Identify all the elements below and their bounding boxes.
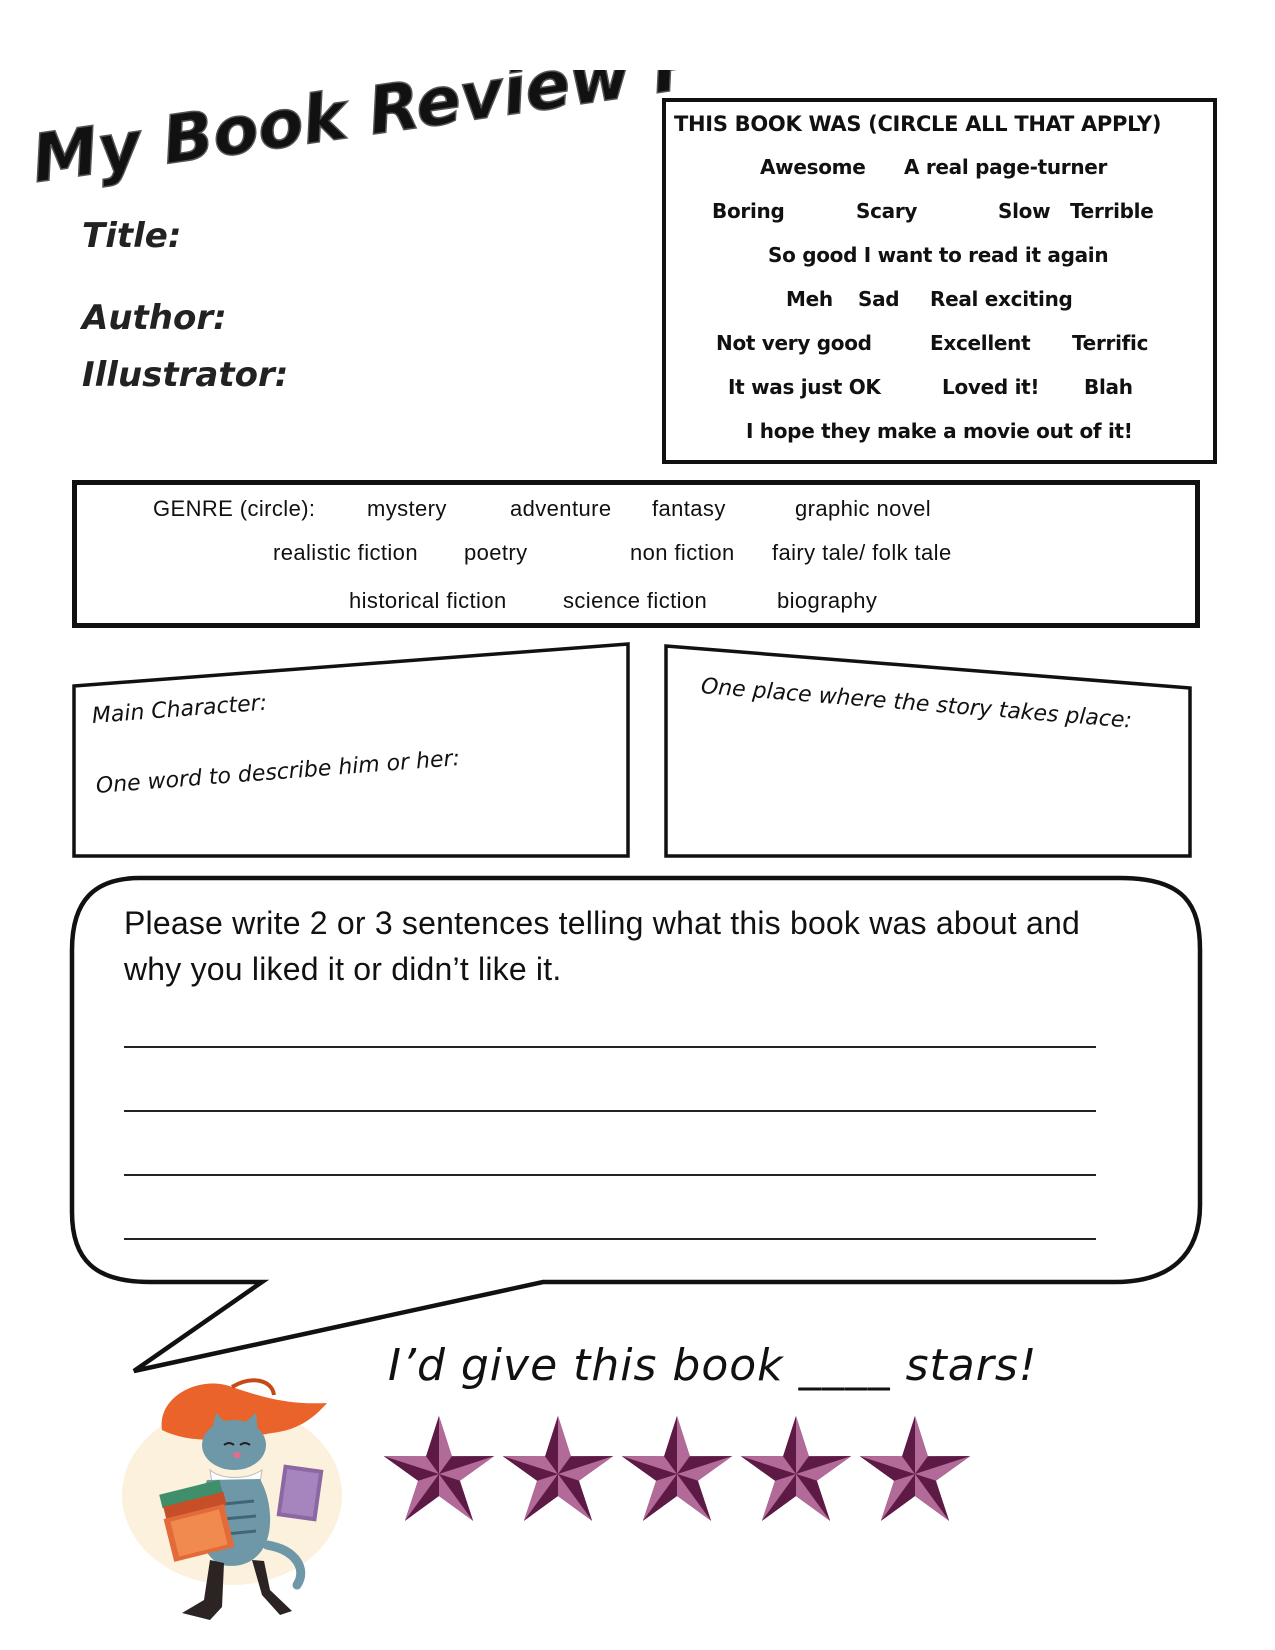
summary-prompt: Please write 2 or 3 sentences telling what this book was about and why you liked it or didn’t like it.	[124, 905, 1080, 987]
writing-line[interactable]	[124, 1046, 1096, 1048]
rating-star-icon[interactable]	[378, 1410, 500, 1530]
adjective-option[interactable]: Meh	[786, 287, 833, 311]
adjective-option[interactable]: Scary	[856, 199, 918, 223]
adjective-option[interactable]: Slow	[998, 199, 1051, 223]
page-title-text: y Book Review	[92, 70, 636, 189]
genre-option[interactable]: poetry	[464, 540, 528, 565]
adjective-option[interactable]: Sad	[858, 287, 900, 311]
adjective-option[interactable]: Blah	[1084, 375, 1133, 399]
rating-star-icon[interactable]	[854, 1410, 976, 1530]
svg-text:My Book Review For:	[36, 70, 686, 190]
main-character-label: Main Character:	[91, 690, 268, 729]
star-rating-text: I’d give this book ____ stars!	[388, 1340, 1038, 1391]
author-label: Author:	[82, 298, 227, 338]
adjective-option[interactable]: I hope they make a movie out of it!	[746, 419, 1133, 443]
adjective-option[interactable]: Not very good	[716, 331, 872, 355]
adjective-option[interactable]: Terrific	[1072, 331, 1149, 355]
setting-label: One place where the story takes place:	[699, 674, 1133, 734]
adjective-option[interactable]: Excellent	[930, 331, 1031, 355]
cat-drawing	[112, 1375, 368, 1640]
adjectives-heading: THIS BOOK WAS (CIRCLE ALL THAT APPLY)	[674, 112, 1162, 136]
rating-star-icon[interactable]	[497, 1410, 619, 1530]
writing-line[interactable]	[124, 1110, 1096, 1112]
genre-option[interactable]: realistic fiction	[273, 540, 418, 565]
rating-star-icon[interactable]	[616, 1410, 738, 1530]
genre-option[interactable]: graphic novel	[795, 496, 932, 521]
writing-line[interactable]	[124, 1238, 1096, 1240]
adjectives-box	[662, 98, 1217, 464]
genre-option[interactable]: fairy tale/ folk tale	[772, 540, 952, 565]
genre-label: GENRE (circle):	[153, 496, 316, 521]
adjective-option[interactable]: Terrible	[1070, 199, 1154, 223]
writing-line[interactable]	[124, 1174, 1096, 1176]
genre-option[interactable]: science fiction	[563, 588, 708, 613]
adjective-option[interactable]: So good I want to read it again	[768, 243, 1109, 267]
adjective-option[interactable]: Awesome	[760, 155, 866, 179]
genre-option[interactable]: mystery	[367, 496, 447, 521]
genre-box	[72, 480, 1200, 628]
adjective-option[interactable]: Loved it!	[942, 375, 1040, 399]
cat-illustration	[112, 1375, 368, 1640]
adjective-option[interactable]: Real exciting	[930, 287, 1073, 311]
character-box	[74, 644, 628, 856]
page-title-svg	[36, 70, 686, 190]
illustrator-label: Illustrator:	[82, 355, 289, 395]
describe-character-label: One word to describe him or her:	[95, 746, 461, 799]
genre-option[interactable]: fantasy	[652, 496, 726, 521]
page-title	[36, 70, 686, 190]
genre-option[interactable]: historical fiction	[349, 588, 507, 613]
title-label: Title:	[82, 216, 182, 256]
genre-option[interactable]: biography	[777, 588, 878, 613]
adjective-option[interactable]: A real page-turner	[904, 155, 1108, 179]
rating-star-icon[interactable]	[735, 1410, 857, 1530]
adjective-option[interactable]: It was just OK	[728, 375, 881, 399]
genre-option[interactable]: adventure	[510, 496, 612, 521]
adjective-option[interactable]: Boring	[712, 199, 785, 223]
genre-option[interactable]: non fiction	[630, 540, 735, 565]
